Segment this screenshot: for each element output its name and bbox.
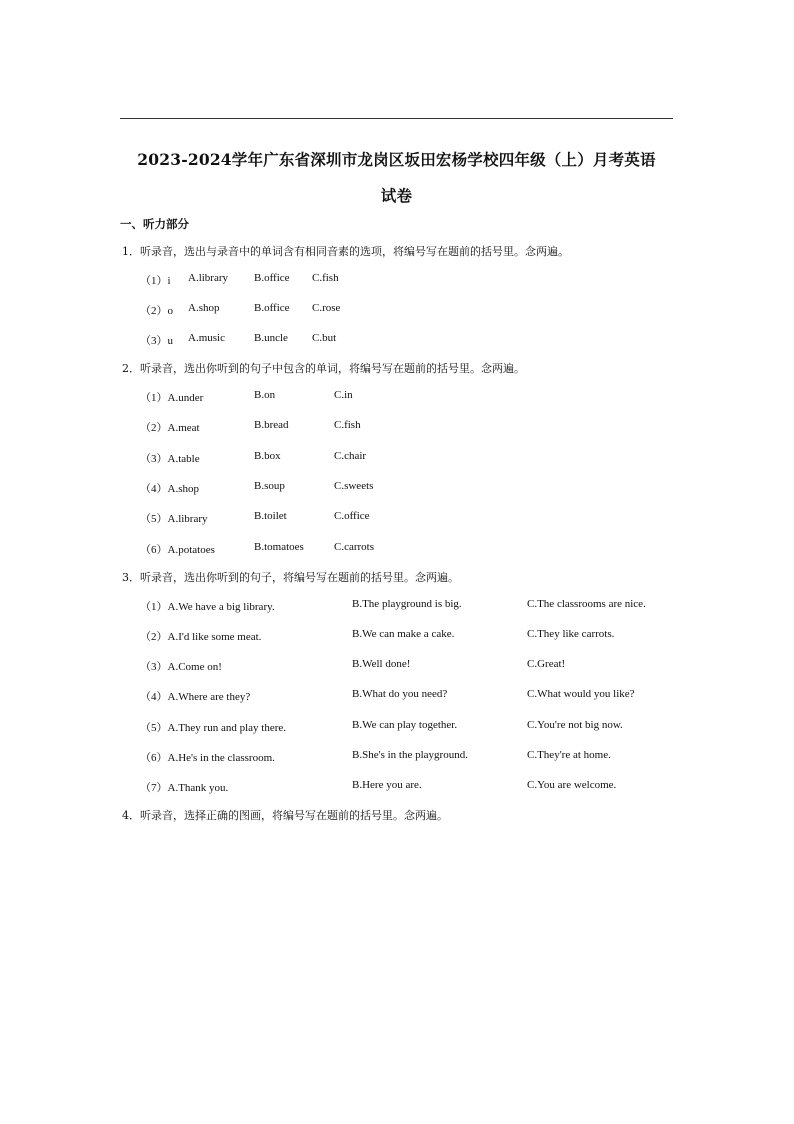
section-listening: 一、听力部分: [120, 217, 189, 231]
q1-row3-option-c: C.but: [312, 332, 337, 344]
q1-row1-option-a: A.library: [188, 272, 229, 284]
q3-row2-option-a: （2）A.I'd like some meat.: [140, 631, 262, 643]
q3-row7-option-b: B.Here you are.: [352, 779, 422, 791]
q3-row1-option-c: C.The classrooms are nice.: [527, 598, 646, 610]
q3-row1-option-b: B.The playground is big.: [352, 598, 462, 610]
q3-row6-option-c: C.They're at home.: [527, 749, 611, 761]
q1-row1-label: （1）i: [140, 275, 171, 287]
q1-row2-option-c: C.rose: [312, 302, 341, 314]
q2-row2-option-a: （2）A.meat: [140, 422, 200, 434]
q3-row4-option-a: （4）A.Where are they?: [140, 691, 251, 703]
q1-row1-option-b: B.office: [254, 272, 290, 284]
q3-row7-option-c: C.You are welcome.: [527, 779, 617, 791]
q3-row6-option-a: （6）A.He's in the classroom.: [140, 752, 275, 764]
q3-row5-option-c: C.You're not big now.: [527, 719, 623, 731]
question-4-prompt: 4．听录音，选择正确的图画，将编号写在题前的括号里。念两遍。: [122, 809, 448, 822]
q2-row4-option-a: （4）A.shop: [140, 483, 199, 495]
q2-row6-option-b: B.tomatoes: [254, 541, 304, 553]
q2-row5-option-a: （5）A.library: [140, 513, 208, 525]
q2-row5-option-c: C.office: [334, 510, 370, 522]
q3-row7-option-a: （7）A.Thank you.: [140, 782, 229, 794]
q1-row1-option-c: C.fish: [312, 272, 339, 284]
question-3-prompt: 3．听录音，选出你听到的句子，将编号写在题前的括号里。念两遍。: [122, 571, 459, 584]
q3-row3-option-c: C.Great!: [527, 658, 566, 670]
q1-row3-option-b: B.uncle: [254, 332, 288, 344]
q3-row2-option-c: C.They like carrots.: [527, 628, 615, 640]
q3-row1-option-a: （1）A.We have a big library.: [140, 601, 275, 613]
q2-row4-option-c: C.sweets: [334, 480, 374, 492]
q2-row3-option-b: B.box: [254, 450, 281, 462]
q3-row3-option-a: （3）A.Come on!: [140, 661, 222, 673]
q2-row4-option-b: B.soup: [254, 480, 285, 492]
q2-row2-option-c: C.fish: [334, 419, 361, 431]
q2-row3-option-a: （3）A.table: [140, 453, 200, 465]
q3-row5-option-b: B.We can play together.: [352, 719, 458, 731]
q2-row6-option-c: C.carrots: [334, 541, 375, 553]
q1-row3-option-a: A.music: [188, 332, 225, 344]
question-2-prompt: 2．听录音，选出你听到的句子中包含的单词，将编号写在题前的括号里。念两遍。: [122, 362, 525, 375]
q1-row2-option-b: B.office: [254, 302, 290, 314]
q3-row6-option-b: B.She's in the playground.: [352, 749, 468, 761]
q2-row5-option-b: B.toilet: [254, 510, 287, 522]
q3-row2-option-b: B.We can make a cake.: [352, 628, 455, 640]
exam-title-line2: 试卷: [380, 186, 413, 205]
q1-row2-label: （2）o: [140, 305, 173, 317]
q2-row2-option-b: B.bread: [254, 419, 289, 431]
q2-row1-option-b: B.on: [254, 389, 276, 401]
q3-row3-option-b: B.Well done!: [352, 658, 411, 670]
q3-row4-option-c: C.What would you like?: [527, 688, 635, 700]
q1-row3-label: （3）u: [140, 335, 173, 347]
q2-row1-option-c: C.in: [334, 389, 353, 401]
q3-row4-option-b: B.What do you need?: [352, 688, 448, 700]
exam-title-line1: 2023-2024学年广东省深圳市龙岗区坂田宏杨学校四年级（上）月考英语: [137, 150, 656, 169]
q3-row5-option-a: （5）A.They run and play there.: [140, 722, 287, 734]
q2-row3-option-c: C.chair: [334, 450, 367, 462]
question-1-prompt: 1．听录音，选出与录音中的单词含有相同音素的选项，将编号写在题前的括号里。念两遍。: [122, 245, 569, 258]
q1-row2-option-a: A.shop: [188, 302, 220, 314]
q2-row6-option-a: （6）A.potatoes: [140, 544, 215, 556]
q2-row1-option-a: （1）A.under: [140, 392, 204, 404]
header-rule: [120, 118, 673, 119]
